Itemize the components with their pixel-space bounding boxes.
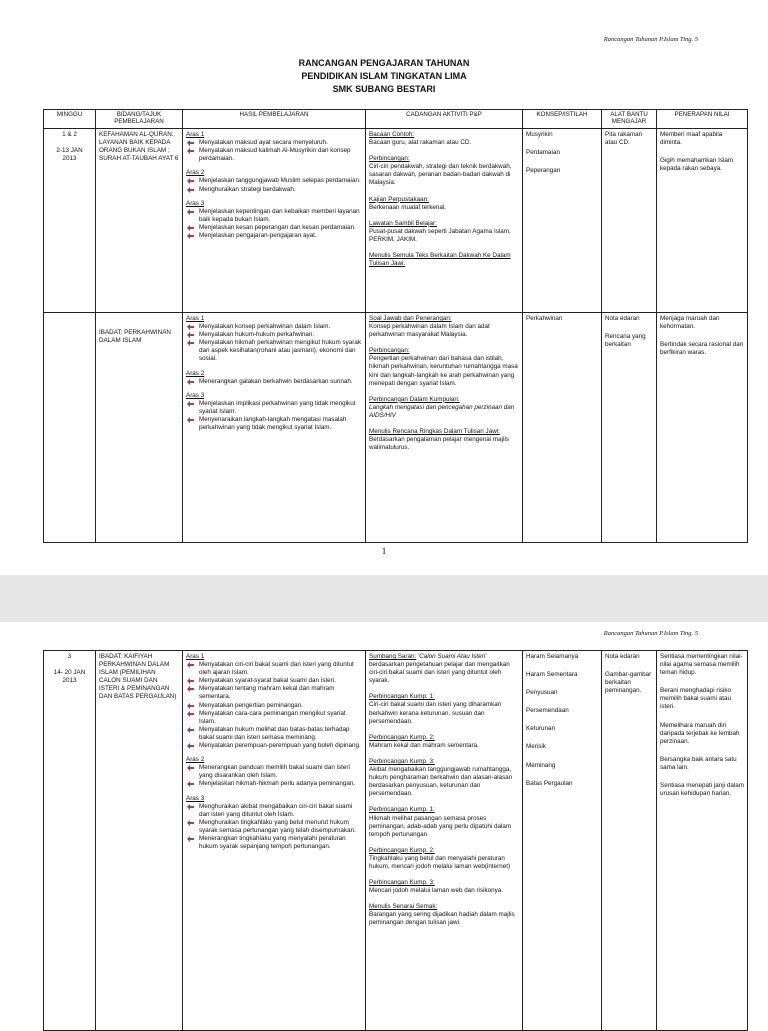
aktiviti-text: Tingkahlaku yang betul dan menyalahi peraturan hukum, mencari jodoh melalui laman web(internet) [369,854,511,870]
konsep-term: Perkahwinan [526,315,563,322]
page-number: 1 [381,546,387,556]
hasil-item [186,742,362,750]
hasil-item [186,339,362,363]
aktiviti-text: Berdasarkan pengalaman pelajar mengenai majlis walimatulurus. [369,436,510,452]
hasil-item-text: Menghuraikan akibat mengabaikan ciri-ciri bakal suami dan isteri yang dituntut oleh Islam. [199,802,353,818]
hasil-cell [183,313,366,543]
aktiviti-text: Langkah mengatasi dan pencegahan perzinaan dan AIDS/HIV [369,403,515,419]
aras-heading: Aras 1 [186,315,205,322]
hasil-item [186,323,362,331]
arrow-bullet-icon [187,332,194,338]
hasil-list [186,208,362,240]
minggu-dates: 14- 20 JAN [53,669,86,677]
arrow-bullet-icon [187,324,194,330]
aktiviti-block [369,903,519,927]
konsep-cell [523,129,602,313]
alat-cell [602,651,657,1031]
arrow-bullet-icon [187,140,194,146]
aktiviti-heading: Perbincangan Kump. 3: [369,757,435,765]
hasil-item-text: Menjelaskan tanggungjawab Muslim selepas perdamaian. [199,177,361,185]
arrow-bullet-icon [187,148,194,154]
aras-heading: Aras 2 [186,169,205,177]
konsep-term: Haram Selamanya [526,653,579,660]
arrow-bullet-icon [187,417,194,423]
konsep-term: Keturunan [526,725,556,733]
arrow-bullet-icon [187,678,194,684]
hasil-item-text: Menyatakan perempuan-perempuan yang boleh dipinang. [199,742,361,750]
aktiviti-block [369,315,519,339]
document-page-2 [0,622,768,1024]
arrow-bullet-icon [187,209,194,215]
aktiviti-heading: Perbincangan: [369,155,410,163]
hasil-item-text: Menyatakan hukum melihat dan batas-batas terhadap bakal suami dan isteri semasa meminang. [199,725,350,741]
aktiviti-heading: Menulis Semula Teks Berkaitan Dakwah Ke Dalam Tulisan Jawi. [369,252,511,268]
arrow-bullet-icon [187,401,194,407]
aktiviti-block [369,806,519,838]
hasil-item [186,710,362,726]
arrow-bullet-icon [187,743,194,749]
aktiviti-text: Barangan yang sering dijadikan hadiah dalam majlis peminangan dengan tulisan jawi. [369,911,515,927]
hasil-item [186,835,362,851]
aktiviti-block [369,347,519,387]
aktiviti-block [369,758,519,798]
aktiviti-block [369,155,519,187]
hasil-item [186,331,362,339]
arrow-bullet-icon [187,711,194,717]
konsep-term: Haram Sementara [526,671,578,679]
arrow-bullet-icon [187,765,194,771]
col-header-konsep: KONSEP/ISTILAH [523,110,602,129]
aktiviti-heading: Menulis Senarai Semak: [369,903,438,911]
nilai-item: Bertindak secara rasional dan berfikiran waras. [660,341,744,357]
alat-item: Gambar-gambar berkaitan peminangan. [605,671,652,695]
aktiviti-heading: Kajian Perpustakaan: [369,195,429,203]
aktiviti-lead: 'Calon Suami Atau Isteri' [418,653,487,660]
aktiviti-block [369,693,519,725]
hasil-item-text: Menjelaskan implikasi perkahwinan yang tidak mengikut syariat Islam. [199,399,356,415]
aktiviti-text: Mencari jodoh melalui laman web dan risikonya. [369,887,504,895]
aktiviti-text: Berkenaan mualaf terkenal. [369,203,447,211]
hasil-cell [183,651,366,1031]
arrow-bullet-icon [187,836,194,842]
alat-item: Nota edaran [605,653,640,660]
aktiviti-block [369,879,519,895]
aktiviti-text: berdasarkan pengetahuan pelajar dan mengaitkan ciri-ciri bakal suami dan isteri yang dituntut oleh syarak. [369,661,510,685]
hasil-item-text: Menyatakan syarat-syarat bakal suami dan isteri. [199,677,336,685]
hasil-item-text: Menerangkan galakan berkahwin berdasarkan sunnah. [199,377,353,385]
minggu-week: 1 & 2 [62,131,77,138]
konsep-term: Peperangan [526,167,561,175]
hasil-item [186,147,362,163]
doc-title-line-3: SMK SUBANG BESTARI [332,84,436,94]
hasil-item [186,702,362,710]
aktiviti-heading: Perbincangan Kump. 1: [369,693,435,701]
aktiviti-block [369,734,519,750]
alat-item: Nota edaran [605,315,640,322]
nilai-cell [657,129,748,313]
arrow-bullet-icon [187,727,194,733]
aktiviti-heading: Bacaan Contoh: [369,131,415,138]
hasil-list [186,764,362,788]
hasil-item-text: Menerangkan tingkahlaku yang menyalahi peraturan hukum syarak sepanjang tempoh pertunangan. [199,834,346,851]
aktiviti-text: Hikmah melihat pasangan semasa proses peminangan, adab-adab yang perlu dipatuhi dalam tempoh pertunangan. [369,814,512,838]
hasil-item [186,677,362,685]
hasil-cell [183,129,366,313]
nilai-item: Bersangka baik antara satu sama lain. [660,755,737,771]
doc-title-line-1: RANCANGAN PENGAJARAN TAHUNAN [298,58,470,68]
running-header: Rancangan Tahunan P.Islam Ting. 5 [603,36,698,43]
hasil-list [186,323,362,363]
arrow-bullet-icon [187,686,194,692]
hasil-list [186,661,362,750]
hasil-list [186,139,362,163]
aras-heading: Aras 2 [186,756,205,764]
bidang-cell: IBADAT: KAIFIYAH PERKAHWINAN DALAM ISLAM (PEMILIHAN CALON SUAMI DAN ISTERI & PEMINANGAN DAN BATAS PERGAULAN) [96,651,183,1031]
alat-item: Pita rakaman atau CD. [605,131,643,147]
alat-item: Rencana yang berkaitan [605,333,646,349]
hasil-item [186,685,362,701]
aktiviti-block [369,428,519,452]
hasil-item-text: Menjelaskan kepentingan dan kebaikan memberi layanan baik kepada bukan Islam. [199,207,360,223]
aktiviti-text: Ciri-ciri bakal suami dan isteri yang diharamkan berkahwin kerana keturunan, susuan dan persemendaan. [369,701,502,725]
table-row [44,129,748,313]
aktiviti-block [369,252,519,268]
aktiviti-cell [366,651,523,1031]
minggu-year: 2013 [62,155,77,163]
aras-heading: Aras 3 [186,199,205,207]
nilai-item: Berani menghadapi risiko memilih bakal suami atau isteri. [660,687,732,711]
konsep-cell [523,313,602,543]
alat-cell [602,129,657,313]
minggu-week: 3 [67,653,72,660]
aktiviti-heading: Soal Jawab dan Penerangan: [369,315,452,322]
hasil-item-text: Menyatakan pengertian peminangan. [199,701,303,709]
hasil-item-text: Menyatakan konsep perkahwinan dalam Islam. [199,323,331,331]
arrow-bullet-icon [187,233,194,239]
plan-table-page-2 [43,650,748,1031]
hasil-item [186,177,362,185]
bidang-cell [96,313,183,543]
plan-table-page-1 [43,109,748,543]
aktiviti-heading: Sumbang Saran: [369,653,417,660]
col-header-hasil: HASIL PEMBELAJARAN [183,110,366,129]
nilai-item: Memelihara maruah diri daripada terjebak ke lembah perzinaan. [660,721,740,745]
minggu-cell [44,313,96,543]
nilai-cell [657,651,748,1031]
hasil-item [186,232,362,240]
hasil-item [186,186,362,194]
bidang-text: IBADAT: PERKAHWINAN DALAM ISLAM [99,329,171,345]
hasil-item-text: Menjelaskan kesan peperangan dan kesan perdamaian. [199,223,356,231]
hasil-item-text: Menerangkan panduan memilih bakal suami dan isteri yang disarankan oleh Islam. [199,764,350,780]
nilai-item: Sentiasa menepati janji dalam urusan kehidupan harian. [660,782,745,798]
aktiviti-text: Akibat mengabaikan tanggungjawab rumahtangga, hukum pengharaman berkahwin dan alasan-alasan berdasarkan penyusuan, keturunan dan persemendaan. [369,766,513,798]
aktiviti-text: Pusat-pusat dakwah seperti Jabatan Agama Islam, PERKIM, JAKIM. [369,227,511,243]
arrow-bullet-icon [187,804,194,810]
arrow-bullet-icon [187,340,194,346]
aktiviti-heading: Menulis Rencana Ringkas Dalam Tulisan Jawi: [369,428,500,436]
aktiviti-text: Konsep perkahwinan dalam Islam dan adat perkahwinan masyarakat Malaysia. [369,323,490,339]
hasil-item [186,139,362,147]
arrow-bullet-icon [187,662,194,668]
hasil-list [186,400,362,432]
aras-heading: Aras 2 [186,369,205,377]
aktiviti-block [369,653,519,685]
aktiviti-text: Pengertian perkahwinan dari bahasa dan istilah, hikmah perkahwinan, keruntuhan rumahtangga masa kini dan langkah-langkah ke arah perkahwinan yang menepati dengan syariat Islam. [369,355,518,387]
konsep-term: Merisik [526,743,546,751]
aktiviti-heading: Perbincangan: [369,347,410,355]
hasil-item [186,803,362,819]
arrow-bullet-icon [187,225,194,231]
hasil-item-text: Menjelaskan hikmah-hikmah perlu adanya peminangan. [199,780,356,788]
hasil-item [186,208,362,224]
hasil-item [186,400,362,416]
aktiviti-heading: Perbincangan Kump. 2: [369,846,435,854]
aras-heading: Aras 1 [186,131,205,138]
minggu-year: 2013 [62,677,77,685]
nilai-item: Memberi maaf apabila diminta. [660,131,723,147]
doc-title-line-2: PENDIDIKAN ISLAM TINGKATAN LIMA [301,71,467,81]
hasil-item [186,224,362,232]
running-header: Rancangan Tahunan P.Islam Ting. 5 [603,630,698,637]
hasil-item-text: Menyatakan tentang mahram kekal dan mahram sementara. [199,685,335,701]
aktiviti-text: Ciri-ciri pendakwah, strategi dan teknik berdakwah, sasaran dakwah, peranan badan-badan dakwah di Malaysia. [369,163,512,187]
arrow-bullet-icon [187,178,194,184]
arrow-bullet-icon [187,703,194,709]
hasil-item [186,726,362,742]
arrow-bullet-icon [187,781,194,787]
arrow-bullet-icon [187,379,194,385]
hasil-item [186,661,362,677]
aktiviti-heading: Perbincangan Dalam Kumpulan: [369,395,460,403]
page-gap [0,575,768,622]
hasil-item-text: Menghuraikan tingkahlaku yang betul menurut hukum syarak semasa pertunangan yang telah disempurnakan. [199,818,356,834]
hasil-item-text: Menyatakan cara-cara peminangan mengikut syariat Islam. [199,709,346,725]
hasil-item-text: Menyatakan hikmah perkahwinan mengikut hukum syarak dari aspek kesihatan(rohani atau jasmani), ekonomi dan sosial. [199,339,362,363]
konsep-cell [523,651,602,1031]
hasil-item-text: Menyatakan hukum-hukum perkahwinan. [199,331,315,339]
hasil-item-text: Menyatakan ciri-ciri bakal suami dan isteri yang dituntut oleh ajaran Islam. [199,661,354,677]
konsep-term: Musyrikin [526,131,553,138]
aktiviti-heading: Perbincangan Kump. 3: [369,879,435,887]
bidang-cell: KEFAHAMAN AL-QURAN: LAYANAN BAIK KEPADA ORANG BUKAN ISLAM ; SURAH AT-TAUBAH AYAT 6 [96,129,183,313]
hasil-item-text: Menghuraikan strategi berdakwah. [199,185,296,193]
aktiviti-heading: Lawatan Sambil Belajar: [369,219,437,227]
nilai-item: Menjaga maruah dan kehormatan. [660,315,720,331]
arrow-bullet-icon [187,820,194,826]
aktiviti-block [369,847,519,871]
konsep-term: Penyusuan [526,689,558,697]
konsep-term: Meminang [526,761,556,769]
konsep-term: Persemendaan [526,707,569,715]
aras-heading: Aras 1 [186,653,205,660]
hasil-item-text: Menjelaskan pengajaran-pengajaran ayat. [199,232,317,240]
aktiviti-cell [366,129,523,313]
konsep-term: Batas Pergaulan [526,779,573,787]
aktiviti-text: Mahram kekal dan mahram sementara. [369,741,479,749]
nilai-item: Sentiasa mementingkan nilai-nilai agama semasa memilih teman hidup. [660,653,743,677]
arrow-bullet-icon [187,187,194,193]
hasil-list [186,803,362,852]
aras-heading: Aras 3 [186,794,205,802]
aktiviti-cell [366,313,523,543]
col-header-bidang: BIDANG/TAJUK PEMBELAJARAN [96,110,183,129]
col-header-minggu: MINGGU [44,110,96,129]
hasil-item [186,819,362,835]
minggu-cell [44,129,96,313]
minggu-cell [44,651,96,1031]
hasil-item-text: Menyatakan maksud ayat secara menyeluruh. [199,139,328,147]
table-header-row [44,110,748,129]
hasil-item [186,764,362,780]
aktiviti-heading: Perbincangan Kump. 1: [369,806,435,814]
table-row [44,313,748,543]
hasil-list [186,177,362,193]
konsep-term: Perdamaian [526,149,560,157]
aktiviti-block [369,220,519,244]
nilai-cell [657,313,748,543]
col-header-aktiviti: CADANGAN AKTIVITI P&P [366,110,523,129]
aktiviti-heading: Perbincangan Kump. 2: [369,733,435,741]
hasil-item [186,780,362,788]
hasil-item [186,378,362,386]
col-header-alat: ALAT BANTU MENGAJAR [602,110,657,129]
aktiviti-block [369,131,519,147]
hasil-item [186,416,362,432]
nilai-item: Gigih memahamkan Islam kepada rakan sebaya. [660,157,734,173]
table-row [44,651,748,1031]
aktiviti-block [369,196,519,212]
hasil-item-text: Menyenaraikan langkah-langkah mengatasi masalah perkahwinan yang tidak mengikut syariat Islam. [199,416,347,432]
hasil-list [186,378,362,386]
aktiviti-text: Bacaan guru, alat rakaman atau CD. [369,139,472,147]
hasil-item-text: Menyatakan maksud kalimah Al-Musyrikin dan konsep perdamaian. [199,147,351,163]
alat-cell [602,313,657,543]
aras-heading: Aras 3 [186,391,205,399]
minggu-dates: 2-13 JAN [56,147,83,155]
aktiviti-block [369,396,519,420]
col-header-nilai: PENERAPAN NILAI [657,110,748,129]
